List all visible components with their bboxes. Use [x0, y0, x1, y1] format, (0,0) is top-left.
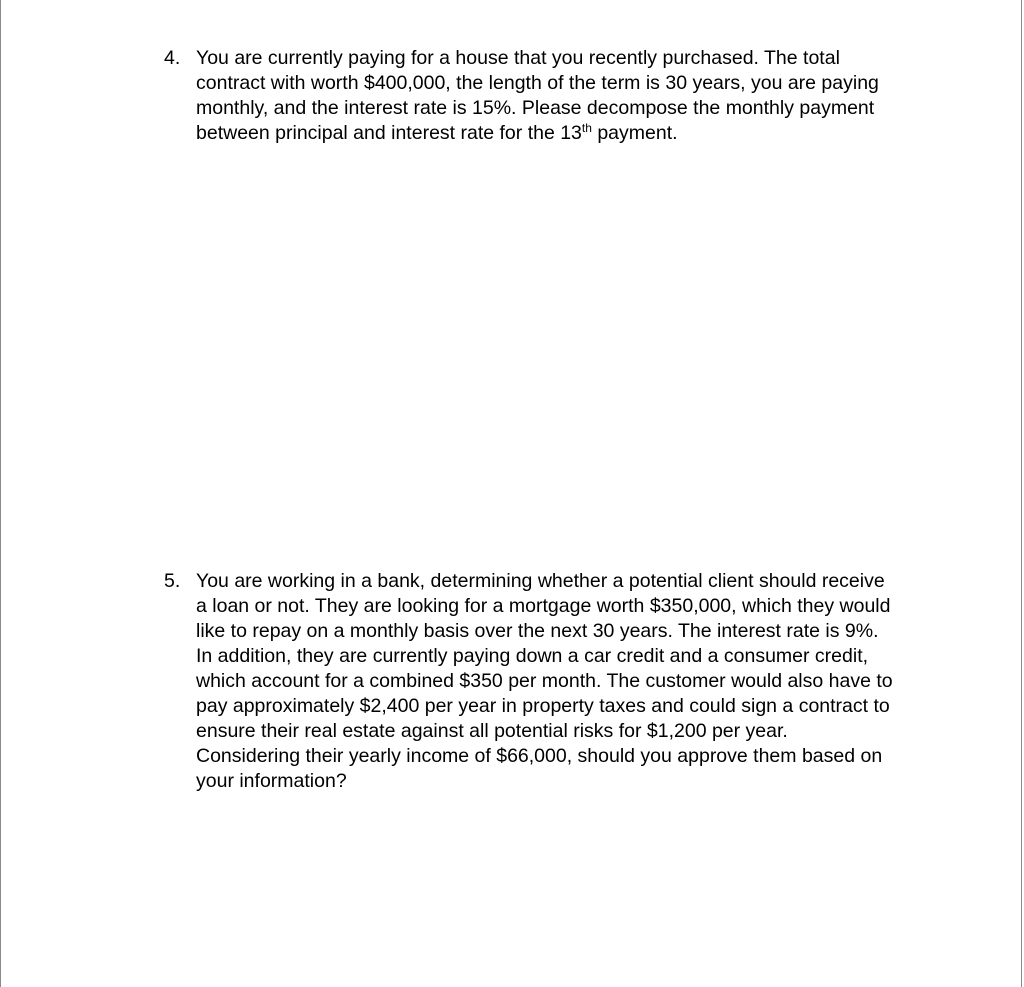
question-number: 5.: [164, 570, 181, 592]
question-text-fragment: payment.: [591, 122, 678, 144]
question-text-line: Considering their yearly income of $66,000, should you approve them based on: [196, 745, 883, 767]
question-text-line-last: [196, 121, 974, 146]
question-4: [164, 46, 974, 146]
question-text-line: which account for a combined $350 per month. The customer would also have to: [196, 670, 893, 692]
question-text-line: ensure their real estate against all potential risks for $1,200 per year.: [196, 720, 788, 742]
question-text-line: You are currently paying for a house that you recently purchased. The total: [196, 47, 840, 69]
question-5: [164, 569, 974, 794]
question-text-line: your information?: [196, 770, 347, 792]
question-text-fragment: between principal and interest rate for the 13: [196, 122, 582, 144]
question-text-line: a loan or not. They are looking for a mortgage worth $350,000, which they would: [196, 595, 891, 617]
question-text-line: monthly, and the interest rate is 15%. Please decompose the monthly payment: [196, 97, 875, 119]
question-text-line: In addition, they are currently paying down a car credit and a consumer credit,: [196, 645, 869, 667]
question-text-line: like to repay on a monthly basis over the next 30 years. The interest rate is 9%.: [196, 620, 879, 642]
question-text-line: You are working in a bank, determining whether a potential client should receive: [196, 570, 885, 592]
question-number: 4.: [164, 47, 181, 69]
question-text-line: pay approximately $2,400 per year in property taxes and could sign a contract to: [196, 695, 890, 717]
question-text-line: contract with worth $400,000, the length of the term is 30 years, you are paying: [196, 72, 879, 94]
ordinal-superscript: th: [581, 121, 592, 135]
